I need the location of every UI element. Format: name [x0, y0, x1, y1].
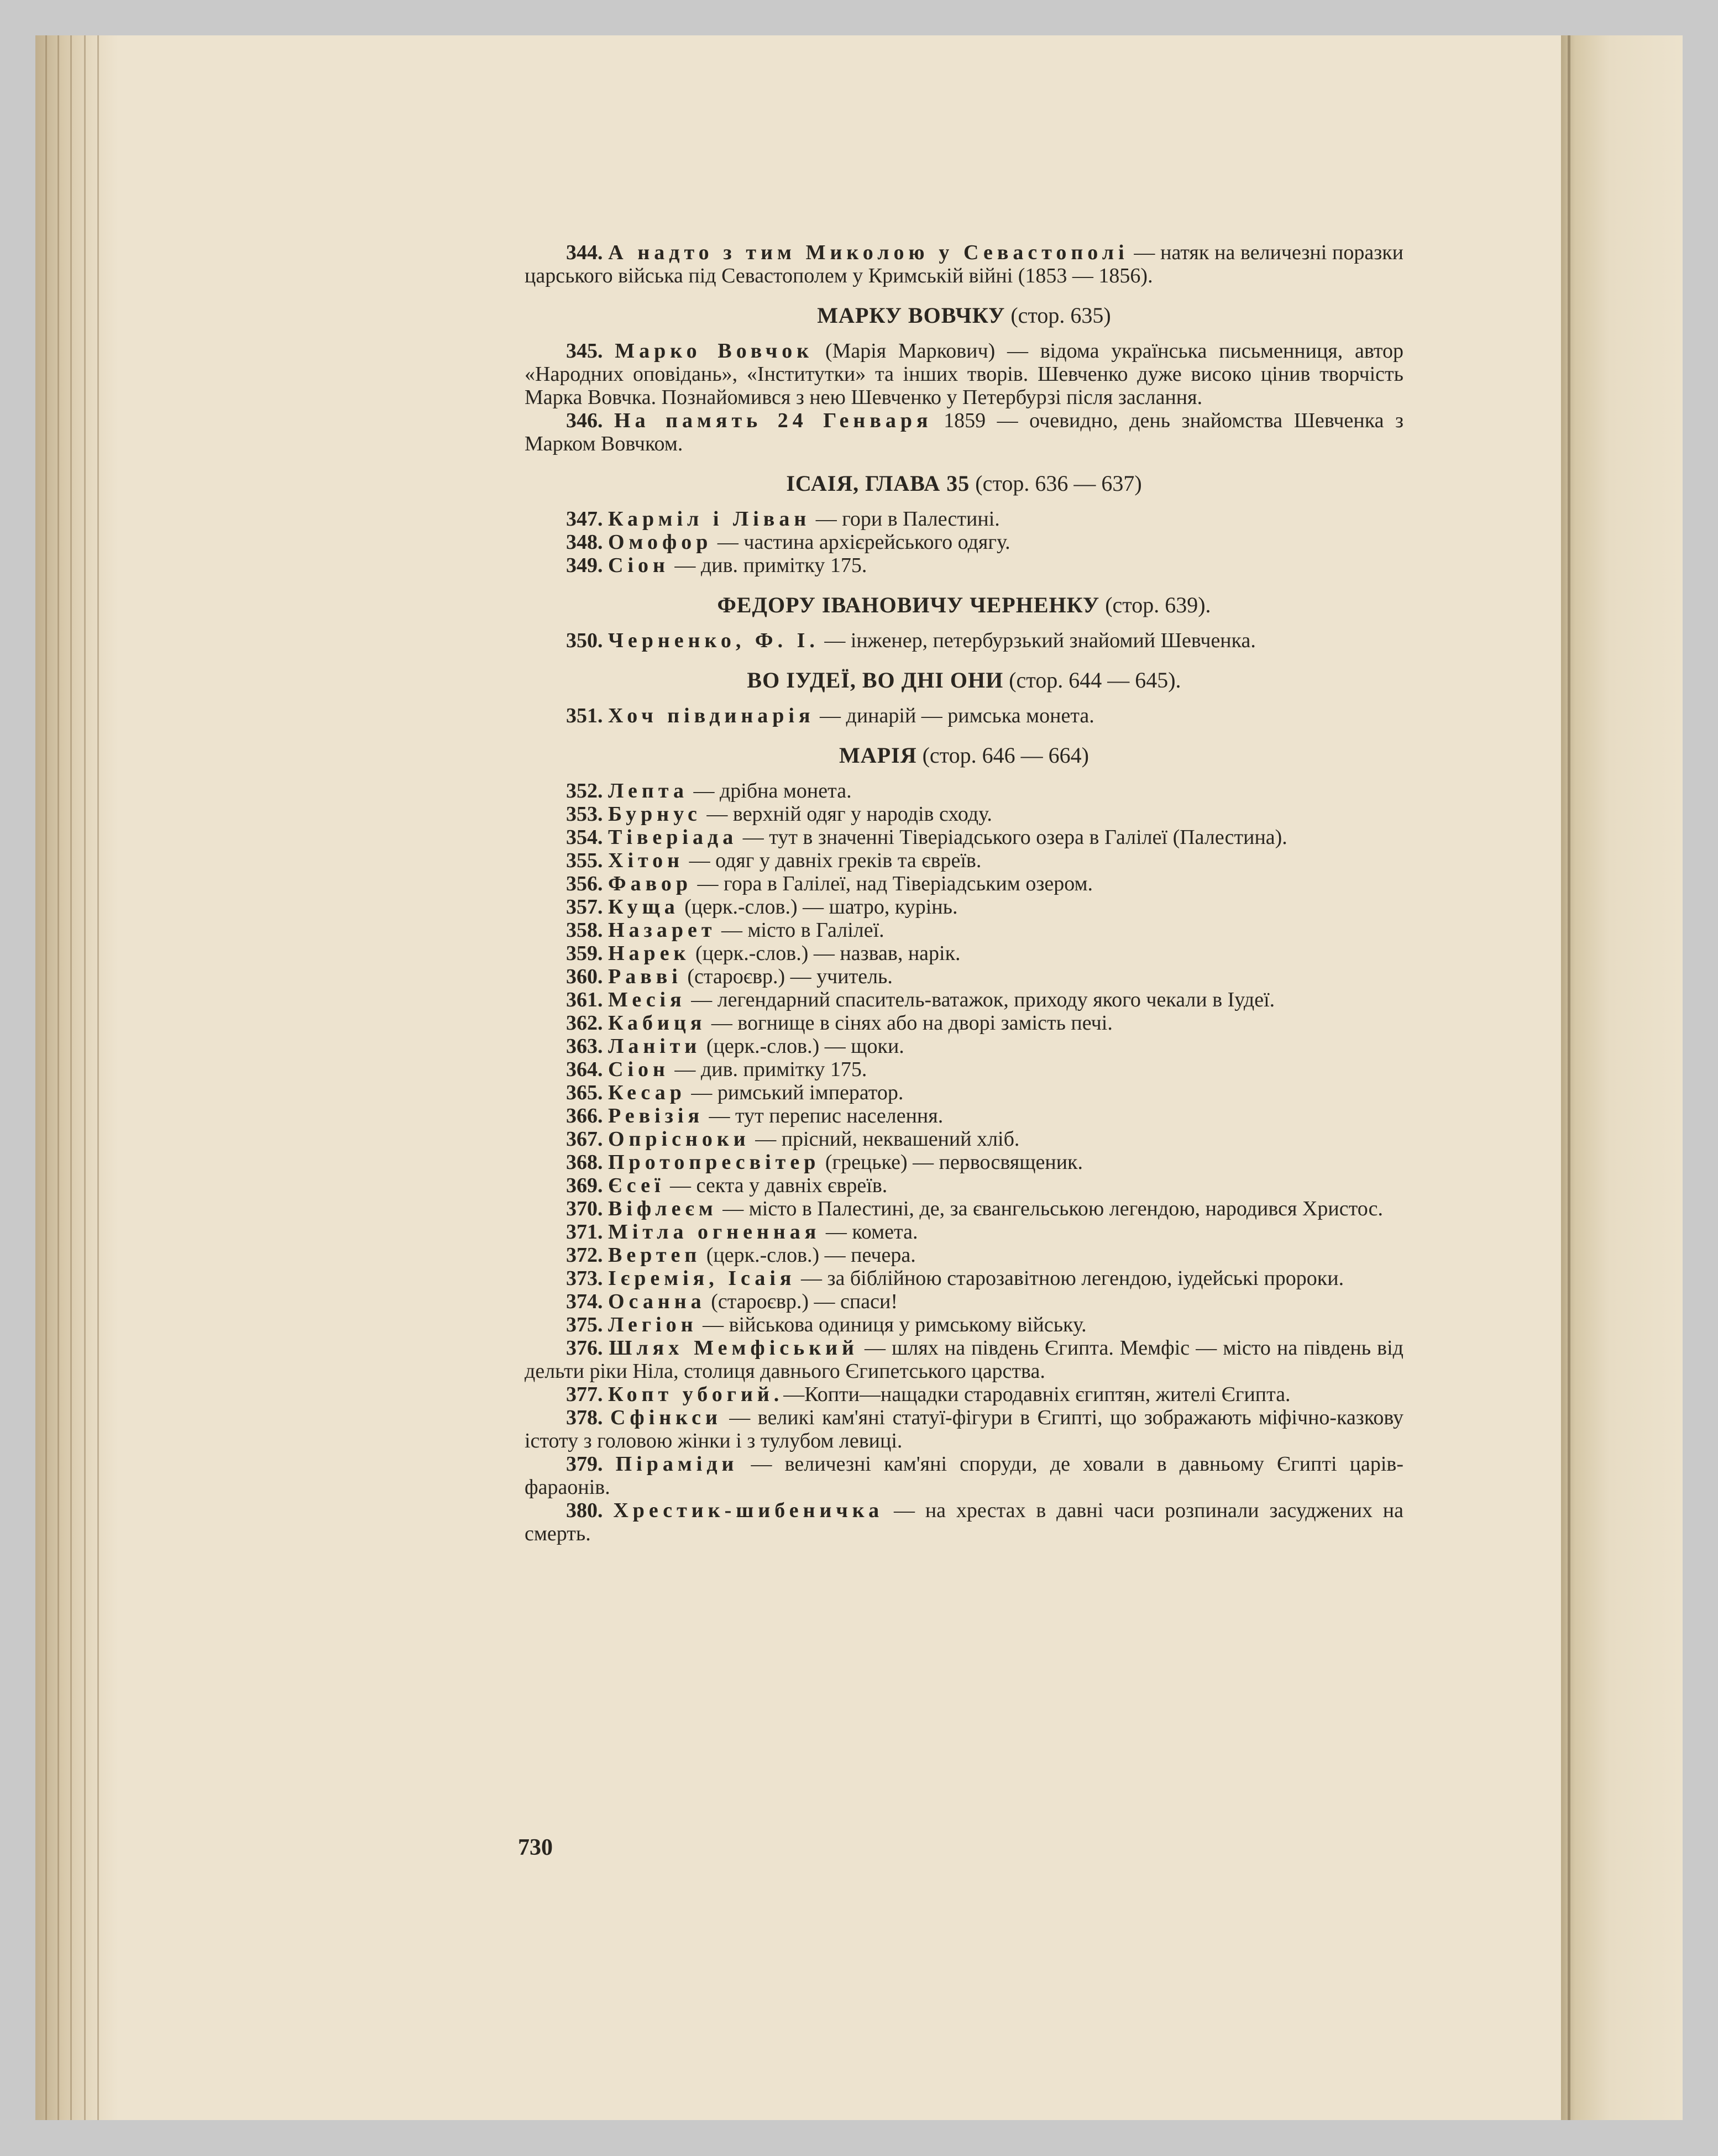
note-number: 359. [566, 942, 603, 965]
note-entry [525, 1197, 1403, 1220]
note-number: 374. [566, 1290, 603, 1313]
note-number: 367. [566, 1127, 603, 1151]
section-heading-title: ІСАІЯ, ГЛАВА 35 [786, 471, 970, 496]
note-text: (церк.-слов.) — печера. [701, 1244, 916, 1267]
note-term: Віфлеєм [608, 1197, 717, 1220]
note-entry [525, 779, 1403, 802]
note-text: (церк.-слов.) — щоки. [701, 1035, 904, 1058]
note-entry [525, 988, 1403, 1011]
note-term: Ланіти [608, 1035, 701, 1058]
note-term: Кесар [608, 1081, 686, 1104]
note-text: — частина архієрейського одягу. [712, 531, 1010, 554]
note-number: 380. [566, 1499, 603, 1522]
note-text: — місто в Галілеї. [716, 919, 884, 942]
note-text: — римський імператор. [685, 1081, 904, 1104]
note-number: 375. [566, 1313, 603, 1336]
notes-text [525, 241, 1403, 1545]
note-entry [525, 629, 1403, 652]
note-text: (грецьке) — первосвященик. [820, 1151, 1083, 1174]
note-number: 378. [566, 1406, 603, 1429]
section-heading-pages: (стор. 635) [1010, 303, 1111, 328]
note-number: 370. [566, 1197, 603, 1220]
note-entry [525, 1011, 1403, 1035]
note-number: 360. [566, 965, 603, 988]
note-term: Копт убогий. [608, 1383, 784, 1406]
note-entry [525, 1336, 1403, 1383]
section-heading-title: ВО ІУДЕЇ, ВО ДНІ ОНИ [747, 668, 1004, 693]
note-text: — дрібна монета. [688, 779, 852, 802]
note-term: Фавор [608, 872, 693, 895]
note-number: 344. [566, 241, 603, 264]
note-entry [525, 339, 1403, 409]
note-number: 366. [566, 1104, 603, 1127]
note-number: 357. [566, 895, 603, 919]
note-number: 346. [566, 409, 603, 432]
note-entry [525, 1244, 1403, 1267]
note-text: (церк.-слов.) — назвав, нарік. [690, 942, 961, 965]
note-entry [525, 1290, 1403, 1313]
note-entry [525, 1058, 1403, 1081]
note-entry [525, 826, 1403, 849]
note-term: Карміл і Ліван [608, 507, 811, 531]
section-heading [525, 743, 1403, 768]
note-number: 353. [566, 802, 603, 826]
note-entry [525, 965, 1403, 988]
note-entry [525, 1267, 1403, 1290]
note-term: Марко Вовчок [615, 339, 814, 363]
note-term: Опрісноки [608, 1127, 750, 1151]
note-entry [525, 1081, 1403, 1104]
left-binding-edge [35, 35, 118, 2120]
note-number: 372. [566, 1244, 603, 1267]
note-entry [525, 531, 1403, 554]
note-term: Тіверіада [608, 826, 738, 849]
note-term: Сіон [608, 554, 669, 577]
note-term: Лепта [608, 779, 688, 802]
note-entry [525, 704, 1403, 727]
note-number: 373. [566, 1267, 603, 1290]
section-heading [525, 303, 1403, 328]
note-entry [525, 802, 1403, 826]
note-term: Омофор [608, 531, 713, 554]
note-entry [525, 895, 1403, 919]
note-entry [525, 1452, 1403, 1499]
note-text: — тут в значенні Тіверіадського озера в Галілеї (Палестина). [737, 826, 1287, 849]
note-text: (староєвр.) — спаси! [705, 1290, 898, 1313]
note-term: Равві [608, 965, 682, 988]
note-entry [525, 1104, 1403, 1127]
note-text: — див. примітку 175. [669, 554, 867, 577]
note-entry [525, 409, 1403, 455]
note-text: (Марія Маркович) — відома українська письменниця, автор «Народних оповідань», «Інститутки» та інших творів. Шевченко дуже високо цінив творчість Марка Вовчка. Познайомився з нею Шевченко у Петербурзі після заслання. [525, 339, 1403, 409]
note-number: 362. [566, 1011, 603, 1035]
note-text: — комета. [820, 1220, 918, 1244]
note-number: 351. [566, 704, 603, 727]
note-number: 364. [566, 1058, 603, 1081]
note-term: Протопресвітер [608, 1151, 820, 1174]
note-number: 350. [566, 629, 603, 652]
note-text: —Копти—нащадки стародавніх єгиптян, жителі Єгипта. [783, 1383, 1291, 1406]
note-term: Осанна [608, 1290, 706, 1313]
page-number: 730 [518, 1835, 553, 1860]
note-entry [525, 1383, 1403, 1406]
note-text: (староєвр.) — учитель. [682, 965, 893, 988]
note-entry [525, 1499, 1403, 1545]
note-number: 365. [566, 1081, 603, 1104]
note-entry [525, 1127, 1403, 1151]
section-heading-title: ФЕДОРУ ІВАНОВИЧУ ЧЕРНЕНКУ [717, 592, 1100, 617]
note-term: Мітла огненная [608, 1220, 821, 1244]
section-heading [525, 668, 1403, 693]
note-term: Хрестик-шибеничка [613, 1499, 884, 1522]
note-term: Кабиця [608, 1011, 706, 1035]
note-text: — великі кам'яні статуї-фігури в Єгипті, що зображають міфічно-казкову істоту з головою жінки і з тулубом левиці. [525, 1406, 1403, 1452]
note-term: А надто з тим Миколою у Севастополі [608, 241, 1129, 264]
note-text: — легендарний спаситель-ватажок, приходу якого чекали в Іудеї. [685, 988, 1275, 1011]
note-entry [525, 1406, 1403, 1452]
note-number: 345. [566, 339, 603, 363]
note-term: Ієремія, Ісаія [608, 1267, 796, 1290]
note-entry [525, 849, 1403, 872]
note-term: Куща [608, 895, 679, 919]
section-heading-pages: (стор. 636 — 637) [975, 471, 1142, 496]
note-text: — див. примітку 175. [669, 1058, 867, 1081]
note-number: 376. [566, 1336, 603, 1360]
note-text: — гори в Палестині. [810, 507, 1000, 531]
note-term: Хітон [608, 849, 684, 872]
note-text: — натяк на величезні поразки царського війська під Севастополем у Кримській війні (1853 — 1856). [525, 241, 1404, 287]
note-entry [525, 1220, 1403, 1244]
note-term: Легіон [608, 1313, 698, 1336]
note-term: На память 24 Генваря [614, 409, 933, 432]
note-number: 356. [566, 872, 603, 895]
section-heading-pages: (стор. 639). [1105, 592, 1211, 617]
section-heading-title: МАРКУ ВОВЧКУ [817, 303, 1005, 328]
note-number: 371. [566, 1220, 603, 1244]
section-heading [525, 592, 1403, 618]
note-term: Вертеп [608, 1244, 701, 1267]
note-text: — вогнище в сінях або на дворі замість печі. [706, 1011, 1113, 1035]
note-term: Хоч півдинарія [608, 704, 815, 727]
note-number: 347. [566, 507, 603, 531]
note-number: 352. [566, 779, 603, 802]
note-entry [525, 1035, 1403, 1058]
note-number: 355. [566, 849, 603, 872]
note-text: — прісний, неквашений хліб. [750, 1127, 1020, 1151]
note-text: — шлях на південь Єгипта. Мемфіс — місто на південь від дельти ріки Ніла, столиця давнього Єгипетського царства. [525, 1336, 1403, 1383]
note-term: Сфінкси [610, 1406, 722, 1429]
note-term: Черненко, Ф. І. [608, 629, 819, 652]
note-term: Піраміди [615, 1452, 738, 1476]
note-term: Сіон [608, 1058, 669, 1081]
note-number: 361. [566, 988, 603, 1011]
note-number: 349. [566, 554, 603, 577]
note-number: 369. [566, 1174, 603, 1197]
note-term: Бурнус [608, 802, 701, 826]
note-entry [525, 241, 1403, 287]
note-term: Месія [608, 988, 686, 1011]
note-text: (церк.-слов.) — шатро, курінь. [679, 895, 958, 919]
note-text: — інженер, петербурзький знайомий Шевченка. [819, 629, 1256, 652]
note-number: 377. [566, 1383, 603, 1406]
section-heading-pages: (стор. 644 — 645). [1009, 668, 1181, 693]
note-number: 379. [566, 1452, 603, 1476]
note-text: — тут перепис населення. [704, 1104, 944, 1127]
book-page [35, 35, 1683, 2120]
facing-page-edge [1561, 35, 1683, 2120]
note-text: — верхній одяг у народів сходу. [701, 802, 992, 826]
note-term: Ревізія [608, 1104, 704, 1127]
note-text: — військова одиниця у римському війську. [697, 1313, 1087, 1336]
note-entry [525, 554, 1403, 577]
note-text: — місто в Палестині, де, за євангельською легендою, народився Христос. [717, 1197, 1384, 1220]
note-entry [525, 872, 1403, 895]
note-text: — гора в Галілеї, над Тіверіадським озером. [692, 872, 1093, 895]
note-entry [525, 919, 1403, 942]
note-number: 358. [566, 919, 603, 942]
page-fold [1568, 35, 1570, 2120]
note-entry [525, 1313, 1403, 1336]
section-heading [525, 471, 1403, 496]
note-entry [525, 942, 1403, 965]
note-entry [525, 1151, 1403, 1174]
note-text: — секта у давніх євреїв. [664, 1174, 888, 1197]
note-text: — динарій — римська монета. [814, 704, 1094, 727]
note-text: — на хрестах в давні часи розпинали засуджених на смерть. [525, 1499, 1404, 1545]
note-entry [525, 507, 1403, 531]
note-text: — величезні кам'яні споруди, де ховали в давньому Єгипті царів-фараонів. [525, 1452, 1404, 1499]
note-entry [525, 1174, 1403, 1197]
note-number: 368. [566, 1151, 603, 1174]
note-term: Нарек [608, 942, 690, 965]
note-term: Шлях Мемфіський [609, 1336, 858, 1360]
section-heading-pages: (стор. 646 — 664) [922, 743, 1089, 768]
note-number: 354. [566, 826, 603, 849]
note-number: 363. [566, 1035, 603, 1058]
note-text: 1859 — очевидно, день знайомства Шевченка з Марком Вовчком. [525, 409, 1403, 455]
note-term: Єсеї [608, 1174, 665, 1197]
note-term: Назарет [608, 919, 716, 942]
note-text: — одяг у давніх греків та євреїв. [684, 849, 982, 872]
note-text: — за біблійною старозавітною легендою, іудейські пророки. [795, 1267, 1344, 1290]
section-heading-title: МАРІЯ [839, 743, 917, 768]
note-number: 348. [566, 531, 603, 554]
